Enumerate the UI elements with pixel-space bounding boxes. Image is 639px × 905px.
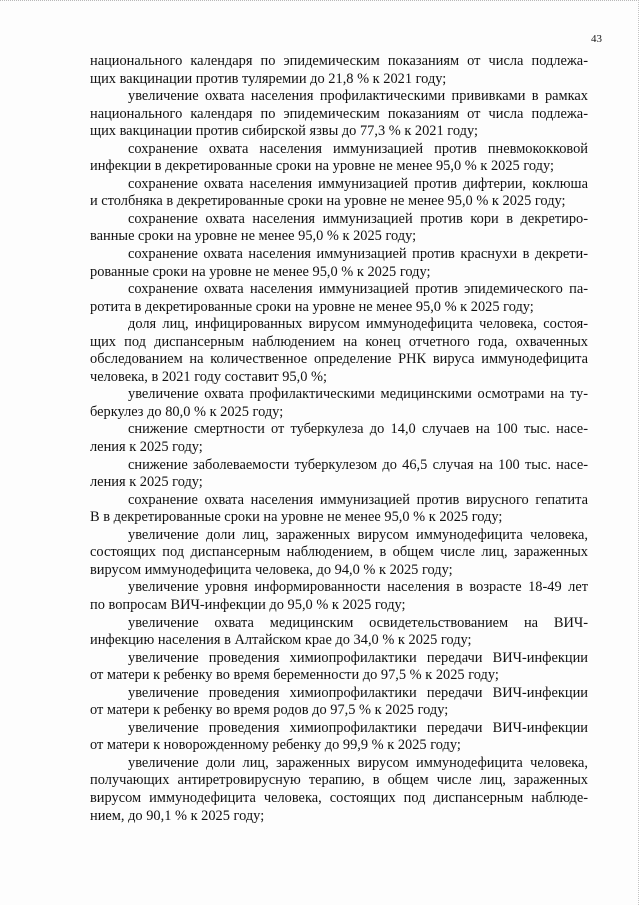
paragraph-first-line: сохранение охвата населения иммунизацией против вирусного гепатита (128, 491, 588, 508)
text-line: беркулез до 80,0 % к 2025 году; (90, 403, 284, 420)
paragraph-first-line: сохранение охвата населения иммунизацией против эпидемического па- (128, 281, 588, 298)
text-line: обследованием на количественное определение РНК вируса иммунодефицита (90, 351, 588, 368)
paragraph-first-line: доля лиц, инфицированных вирусом иммунодефицита человека, состоя- (128, 316, 588, 333)
paragraph-first-line: сохранение охвата населения иммунизацией против краснухи в декрети- (128, 246, 588, 263)
paragraph-first-line: увеличение охвата профилактическими медицинскими осмотрами на ту- (128, 386, 588, 403)
text-line: вирусом иммунодефицита человека, состоящих под диспансерным наблюде- (90, 789, 588, 806)
paragraph-first-line: увеличение проведения химиопрофилактики передачи ВИЧ-инфекции (128, 684, 588, 701)
text-line: ления к 2025 году; (90, 474, 203, 491)
text-line: рованные сроки на уровне не менее 95,0 % к 2025 году; (90, 263, 431, 280)
text-line: национального календаря по эпидемическим показаниям от числа подлежа- (90, 105, 588, 122)
text-line: щих вакцинации против туляремии до 21,8 % к 2021 году; (90, 70, 447, 87)
text-line: национального календаря по эпидемическим показаниям от числа подлежа- (90, 53, 588, 69)
paragraph-first-line: увеличение проведения химиопрофилактики передачи ВИЧ-инфекции (128, 719, 588, 736)
text-line: получающих антиретровирусную терапию, в общем числе лиц, зараженных (90, 772, 588, 789)
text-line: инфекции в декретированные сроки на уровне не менее 95,0 % к 2025 году; (90, 158, 554, 175)
paragraph-first-line: сохранение охвата населения иммунизацией против дифтерии, коклюша (128, 175, 588, 192)
body-text (90, 53, 588, 825)
text-line: В в декретированные сроки на уровне не менее 95,0 % к 2025 году; (90, 509, 503, 526)
text-line: нием, до 90,1 % к 2025 году; (90, 807, 265, 824)
text-line: от матери к ребенку во время беременности до 97,5 % к 2025 году; (90, 667, 499, 684)
paragraph-first-line: сохранение охвата населения иммунизацией против пневмококковой (128, 140, 588, 157)
paragraph-first-line: увеличение охвата населения профилактическими прививками в рамках (128, 88, 588, 105)
paragraph-first-line: снижение смертности от туберкулеза до 14,0 случаев на 100 тыс. насе- (128, 421, 588, 438)
paragraph-first-line: увеличение охвата медицинским освидетельствованием на ВИЧ- (128, 614, 588, 631)
paragraph-first-line: увеличение доли лиц, зараженных вирусом иммунодефицита человека, (128, 754, 588, 771)
text-line: инфекцию населения в Алтайском крае до 34,0 % к 2025 году; (90, 632, 472, 649)
text-line: щих под диспансерным наблюдением на конец отчетного года, охваченных (90, 333, 588, 350)
paragraph-first-line: увеличение уровня информированности населения в возрасте 18-49 лет (128, 579, 588, 596)
text-line: и столбняка в декретированные сроки на уровне не менее 95,0 % к 2025 году; (90, 193, 566, 210)
text-line: от матери к новорожденному ребенку до 99,9 % к 2025 году; (90, 737, 461, 754)
page-number: 43 (591, 33, 602, 45)
paragraph-first-line: увеличение доли лиц, зараженных вирусом иммунодефицита человека, (128, 526, 588, 543)
text-line: ления к 2025 году; (90, 439, 203, 456)
scan-edge-top (0, 0, 639, 3)
text-line: ванные сроки на уровне не менее 95,0 % к 2025 году; (90, 228, 417, 245)
text-line: состоящих под диспансерным наблюдением, в общем числе лиц, зараженных (90, 544, 588, 561)
text-line: вирусом иммунодефицита человека, до 94,0 % к 2025 году; (90, 561, 453, 578)
text-line: ротита в декретированные сроки на уровне не менее 95,0 % к 2025 году; (90, 298, 534, 315)
paragraph-first-line: снижение заболеваемости туберкулезом до 46,5 случая на 100 тыс. насе- (128, 456, 588, 473)
text-line: от матери к ребенку во время родов до 97,5 % к 2025 году; (90, 702, 449, 719)
paragraph-first-line: сохранение охвата населения иммунизацией против кори в декретиро- (128, 210, 588, 227)
text-line: щих вакцинации против сибирской язвы до 77,3 % к 2021 году; (90, 123, 478, 140)
text-line: человека, в 2021 году составит 95,0 %; (90, 368, 327, 385)
text-line: по вопросам ВИЧ-инфекции до 95,0 % к 2025 году; (90, 596, 406, 613)
paragraph-first-line: увеличение проведения химиопрофилактики передачи ВИЧ-инфекции (128, 649, 588, 666)
